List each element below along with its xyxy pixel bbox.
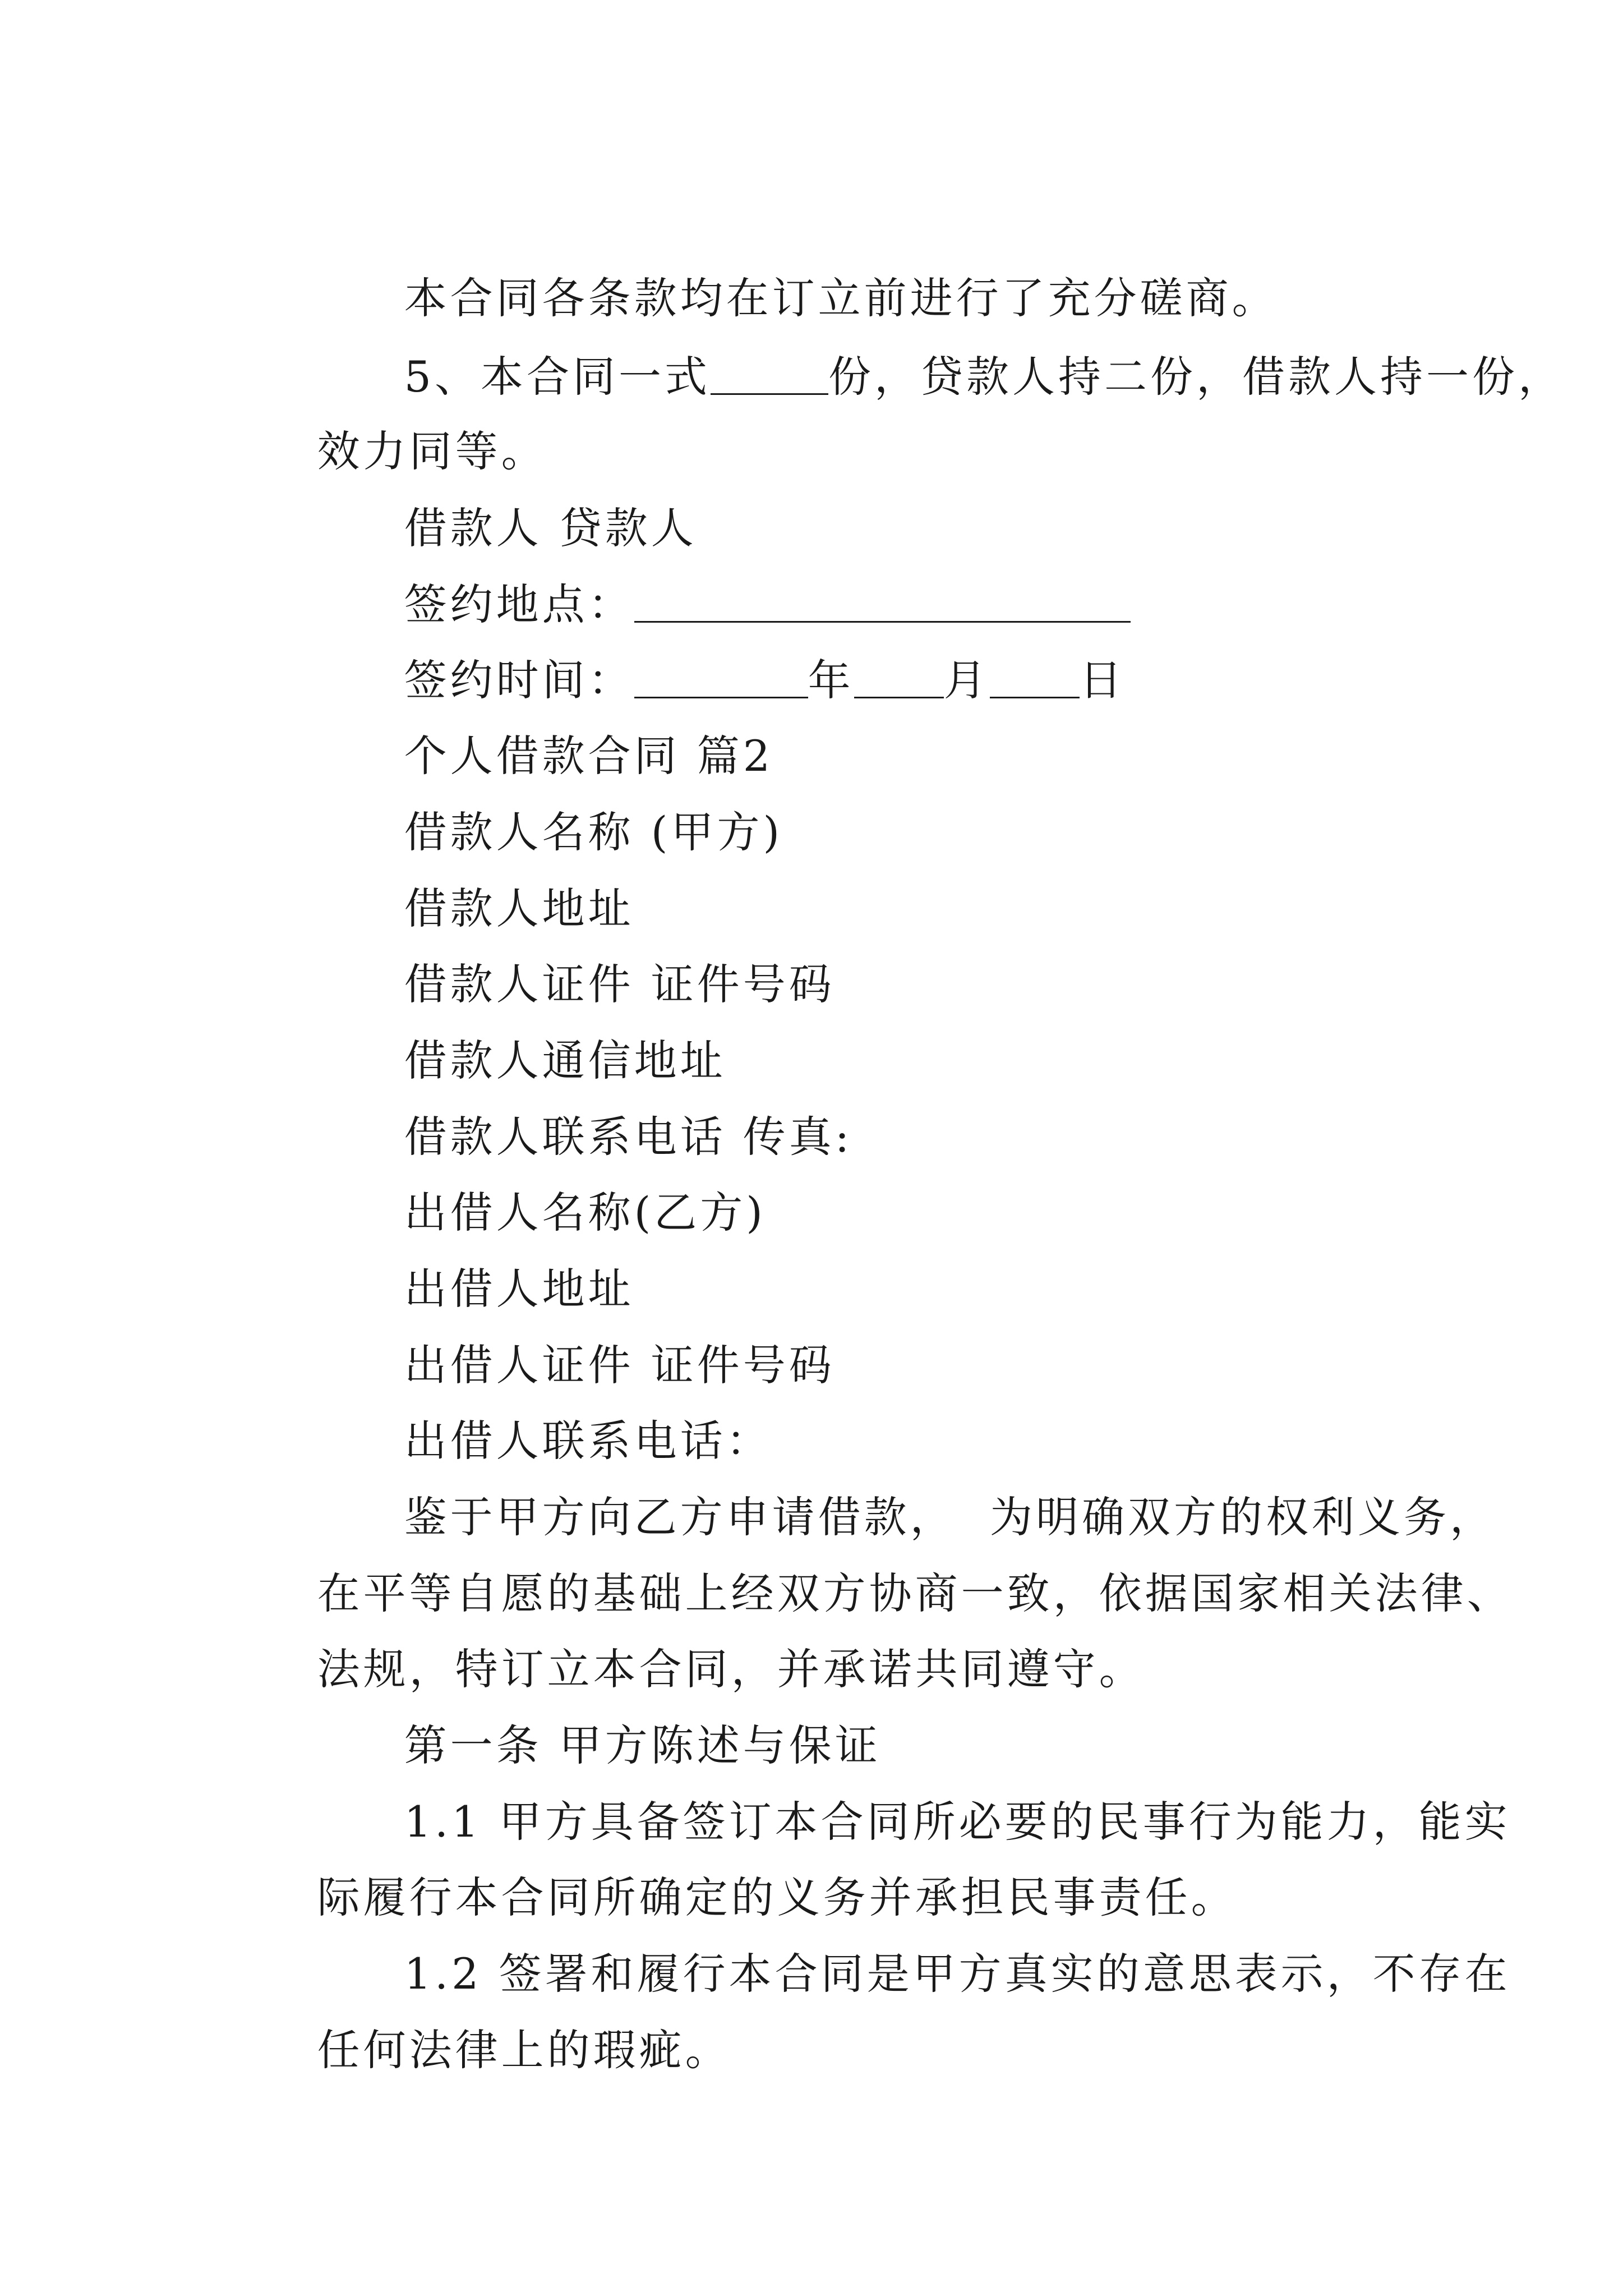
- text: 际履行本合同所确定的义务并承担民事责任。: [317, 1872, 1237, 1922]
- text: 本合同各条款均在订立前进行了充分磋商。: [404, 273, 1278, 323]
- text: 任何法律上的瑕疵。: [317, 2025, 731, 2075]
- text: 借款人联系电话 传真:: [404, 1112, 853, 1162]
- text: 份，贷款人持二份，借款人持一份，: [828, 352, 1564, 402]
- text: 1.2 签署和履行本合同是甲方真实的意思表示，不存在: [404, 1949, 1511, 1999]
- text: 出借人证件 证件号码: [404, 1340, 835, 1390]
- text: 5、本合同一式: [404, 352, 711, 402]
- text: 出借人名称(乙方): [404, 1188, 766, 1237]
- text: 借款人地址: [404, 884, 634, 933]
- day-blank: [990, 657, 1080, 698]
- text: 效力同等。: [317, 426, 547, 476]
- text: 借款人通信地址: [404, 1036, 726, 1085]
- text: 签约时间：: [404, 655, 634, 705]
- text: 借款人 贷款人: [404, 503, 697, 553]
- text: 个人借款合同 篇2: [404, 731, 774, 781]
- text: 年: [808, 655, 854, 705]
- text: 鉴于甲方向乙方申请借款， 为明确双方的权利义务，: [404, 1492, 1496, 1542]
- paragraph-line: [250, 1966, 731, 2134]
- text: 月: [943, 655, 990, 705]
- text: 出借人联系电话：: [404, 1416, 772, 1466]
- text: 第一条 甲方陈述与保证: [404, 1720, 881, 1770]
- copies-blank: [711, 354, 828, 395]
- text: 借款人证件 证件号码: [404, 959, 835, 1009]
- text: 借款人名称 (甲方): [404, 807, 783, 857]
- text: 在平等自愿的基础上经双方协商一致，依据国家相关法律、: [317, 1568, 1513, 1618]
- text: 出借人地址: [404, 1264, 634, 1314]
- text: 1.1 甲方具备签订本合同所必要的民事行为能力，能实: [404, 1797, 1511, 1847]
- text: 法规，特订立本合同，并承诺共同遵守。: [317, 1644, 1145, 1694]
- text: 签约地点：: [404, 579, 634, 629]
- text: 日: [1079, 655, 1126, 705]
- month-blank: [854, 657, 944, 698]
